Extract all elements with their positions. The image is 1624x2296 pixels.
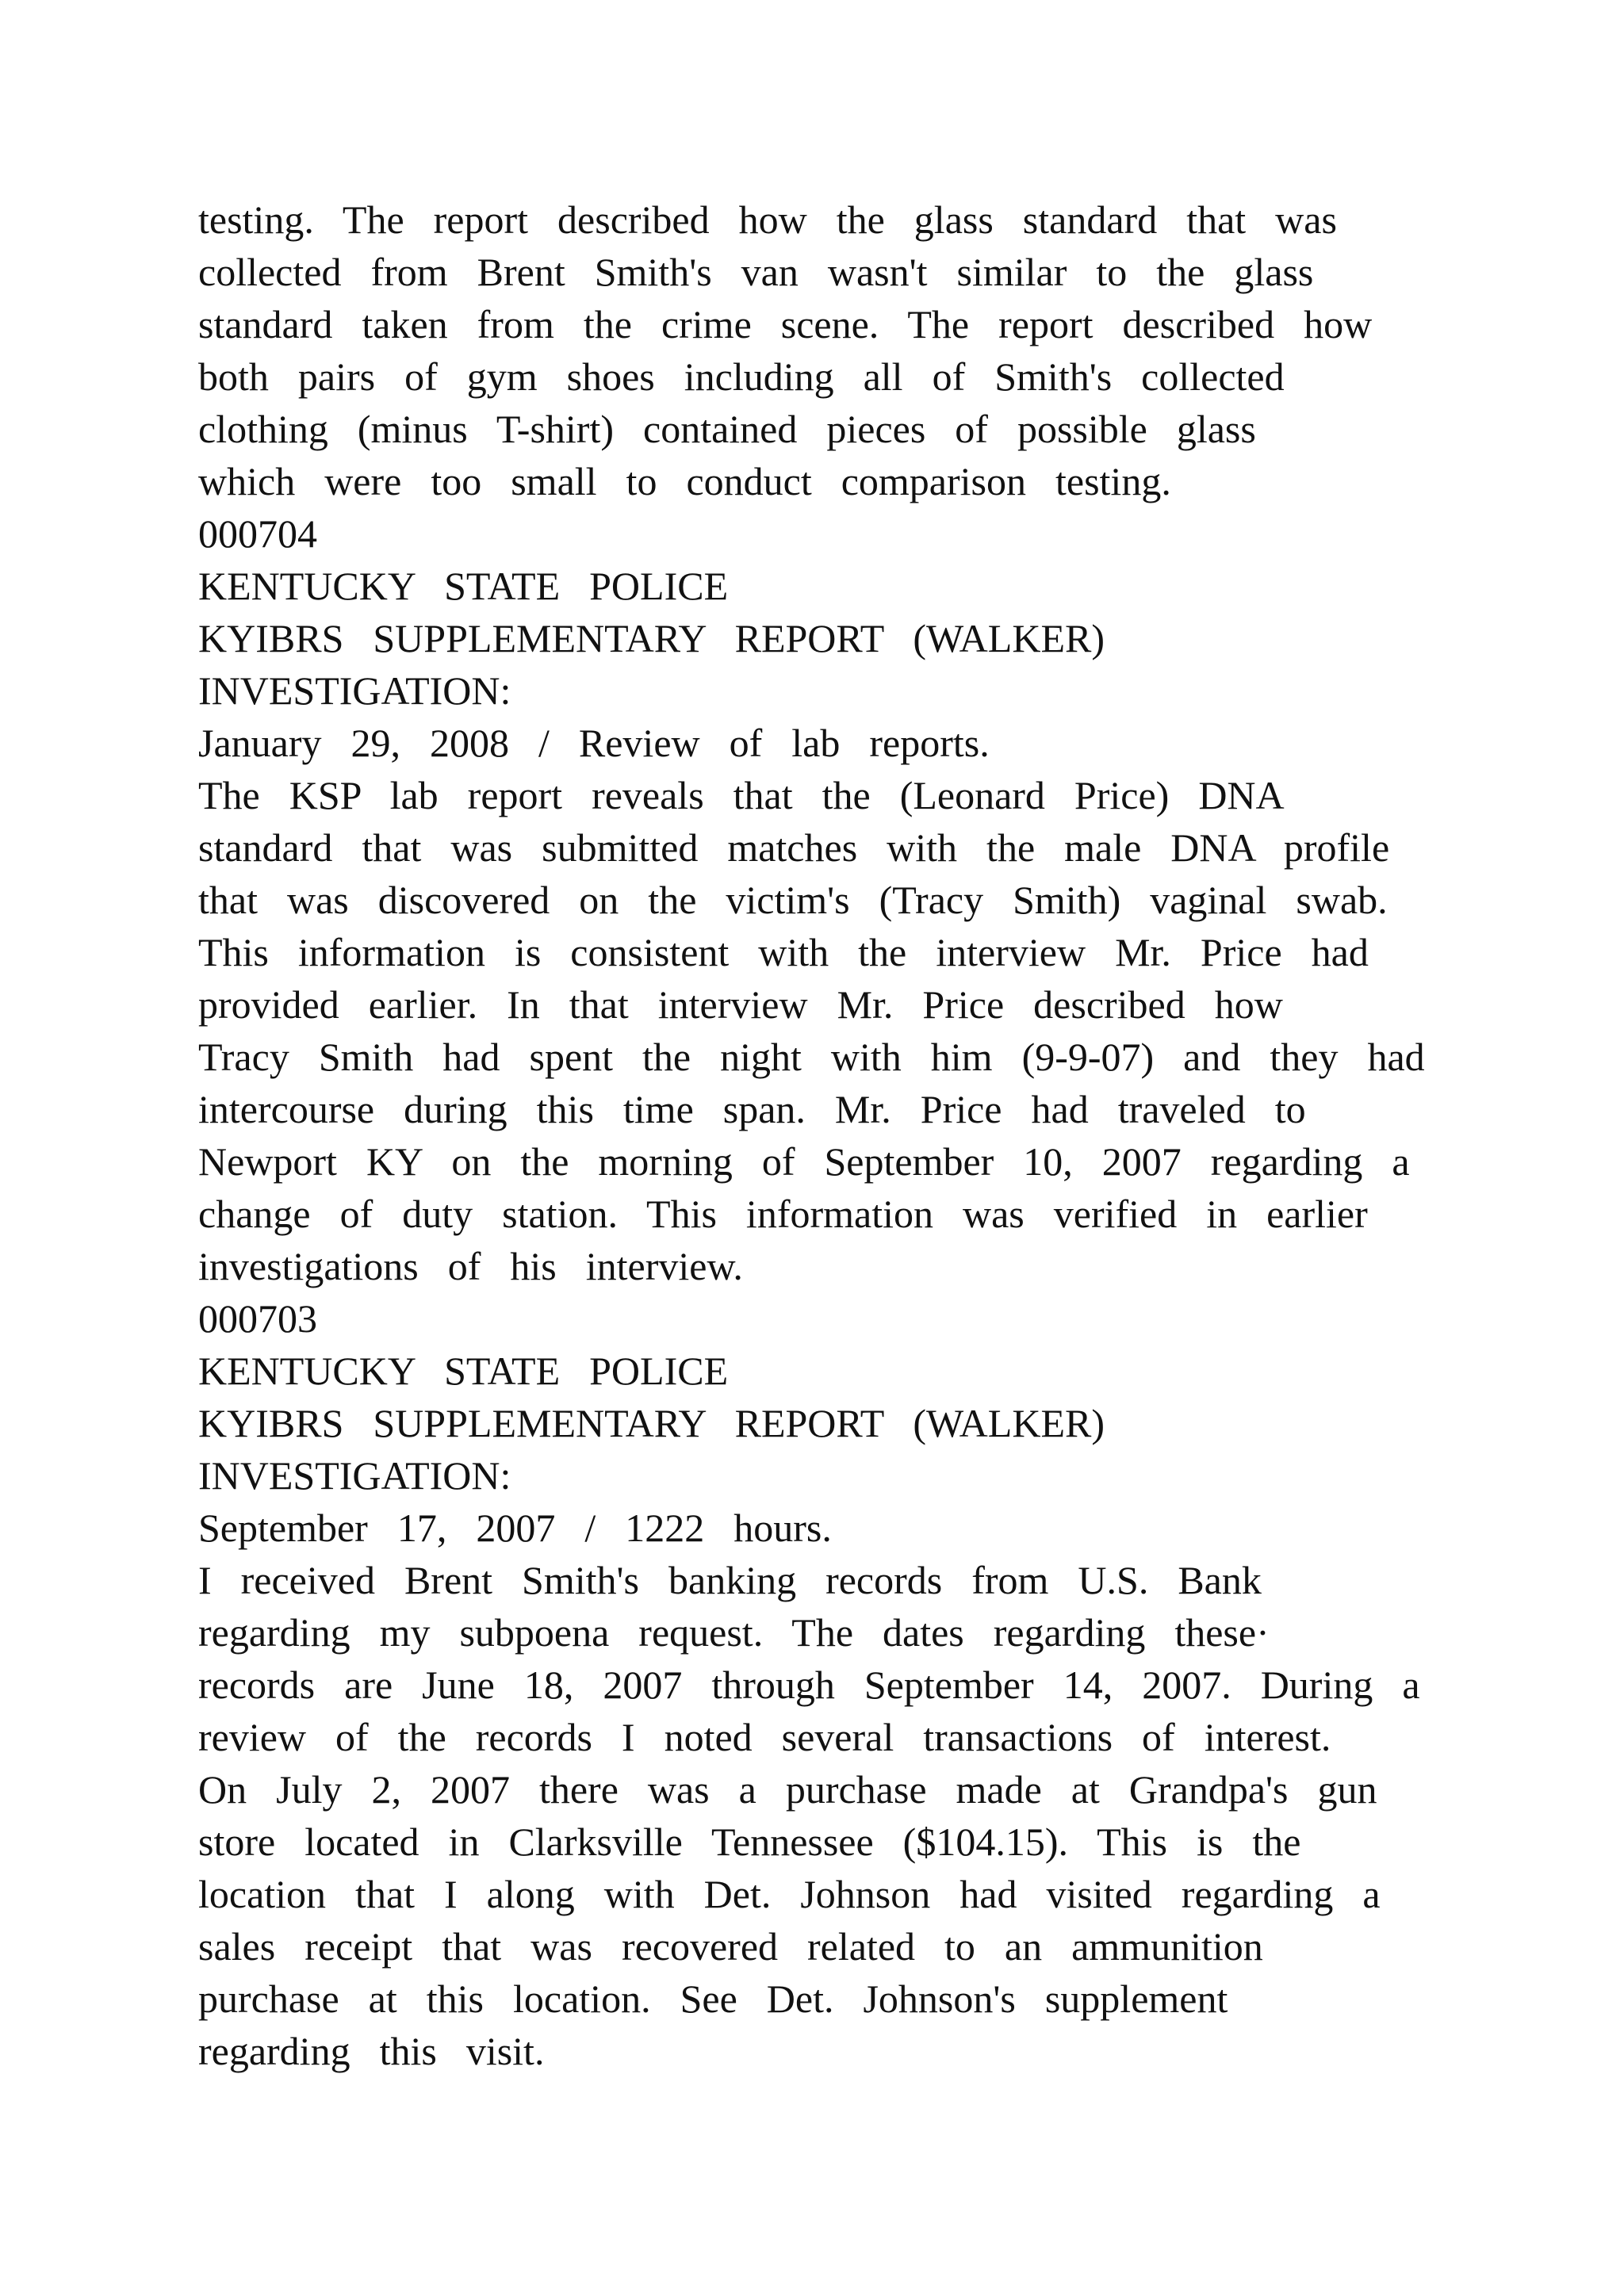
agency-header: KENTUCKY STATE POLICE bbox=[198, 1349, 729, 1393]
text-line: clothing (minus T-shirt) contained pieces of possible glass bbox=[198, 407, 1256, 451]
text-line: regarding this visit. bbox=[198, 2029, 545, 2073]
text-line: records are June 18, 2007 through September 14, 2007. During a bbox=[198, 1663, 1420, 1707]
section-heading: INVESTIGATION: bbox=[198, 1453, 511, 1498]
text-line: I received Brent Smith's banking records from U.S. Bank bbox=[198, 1558, 1262, 1602]
text-line: both pairs of gym shoes including all of Smith's collected bbox=[198, 354, 1285, 399]
agency-header: KENTUCKY STATE POLICE bbox=[198, 564, 729, 608]
text-line: regarding my subpoena request. The dates regarding these· bbox=[198, 1610, 1270, 1655]
text-line: change of duty station. This information was verified in earlier bbox=[198, 1192, 1368, 1236]
text-line: purchase at this location. See Det. Johnson's supplement bbox=[198, 1976, 1228, 2021]
text-line: This information is consistent with the interview Mr. Price had bbox=[198, 930, 1369, 974]
text-line: standard taken from the crime scene. The report described how bbox=[198, 302, 1373, 346]
report-title: KYIBRS SUPPLEMENTARY REPORT (WALKER) bbox=[198, 616, 1105, 660]
entry-date: September 17, 2007 / 1222 hours. bbox=[198, 1506, 832, 1550]
document-page bbox=[198, 193, 1467, 2077]
text-line: On July 2, 2007 there was a purchase made at Grandpa's gun bbox=[198, 1767, 1377, 1812]
text-line: collected from Brent Smith's van wasn't similar to the glass bbox=[198, 250, 1314, 294]
text-line: sales receipt that was recovered related to an ammunition bbox=[198, 1924, 1263, 1969]
text-line: store located in Clarksville Tennessee ($104.15). This is the bbox=[198, 1820, 1301, 1864]
report-title: KYIBRS SUPPLEMENTARY REPORT (WALKER) bbox=[198, 1401, 1105, 1445]
text-line: Tracy Smith had spent the night with him (9-9-07) and they had bbox=[198, 1035, 1425, 1079]
text-line: provided earlier. In that interview Mr. Price described how bbox=[198, 982, 1283, 1027]
text-line: intercourse during this time span. Mr. Price had traveled to bbox=[198, 1087, 1306, 1131]
text-line: Newport KY on the morning of September 10, 2007 regarding a bbox=[198, 1139, 1410, 1184]
page-number: 000703 bbox=[198, 1296, 317, 1341]
text-line: standard that was submitted matches with the male DNA profile bbox=[198, 825, 1390, 870]
text-line: location that I along with Det. Johnson had visited regarding a bbox=[198, 1872, 1381, 1916]
entry-date: January 29, 2008 / Review of lab reports. bbox=[198, 721, 990, 765]
text-line: testing. The report described how the glass standard that was bbox=[198, 197, 1337, 242]
page-number: 000704 bbox=[198, 511, 317, 556]
section-heading: INVESTIGATION: bbox=[198, 668, 511, 713]
text-line: that was discovered on the victim's (Tracy Smith) vaginal swab. bbox=[198, 878, 1388, 922]
text-line: which were too small to conduct comparison testing. bbox=[198, 459, 1171, 503]
text-line: investigations of his interview. bbox=[198, 1244, 743, 1288]
text-line: The KSP lab report reveals that the (Leonard Price) DNA bbox=[198, 773, 1285, 817]
text-line: review of the records I noted several transactions of interest. bbox=[198, 1715, 1331, 1759]
